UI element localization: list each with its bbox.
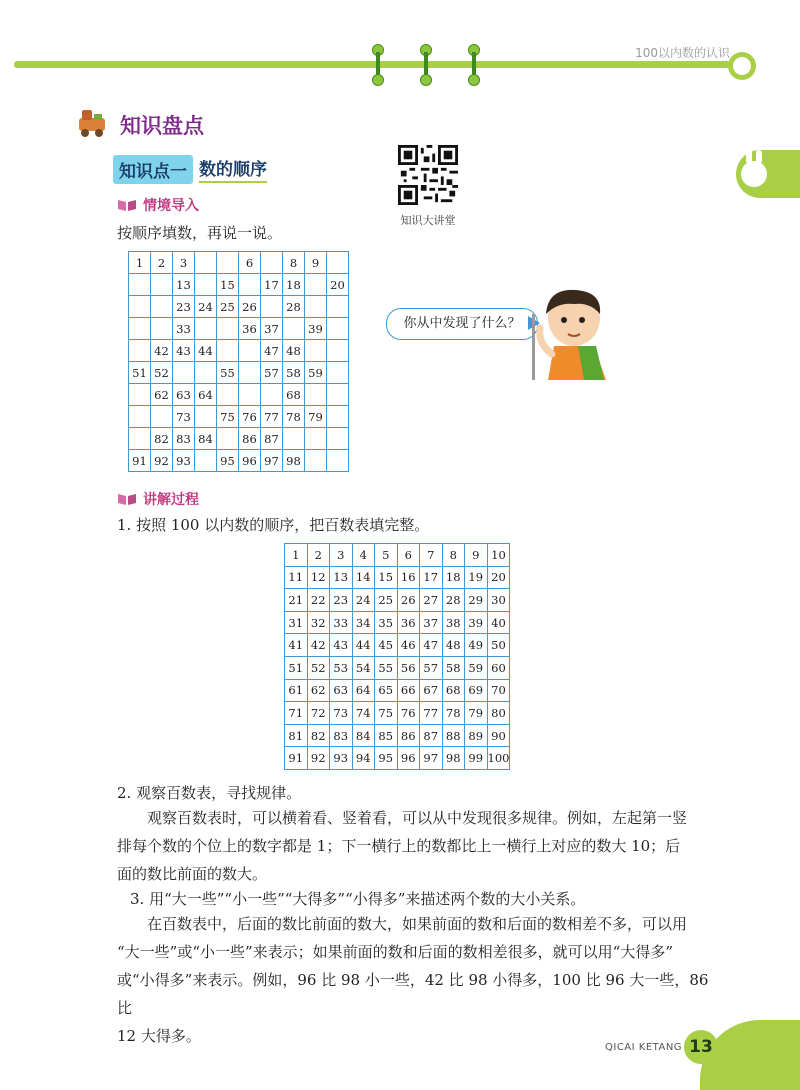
mascot-face-icon — [733, 57, 751, 75]
explanation-item-2: 2. 观察百数表，寻找规律。 — [117, 784, 302, 802]
grid-cell: 44 — [352, 634, 375, 657]
grid-cell: 63 — [330, 679, 353, 702]
grid-cell-blank — [195, 318, 217, 340]
grid-cell: 93 — [330, 747, 353, 770]
grid-cell: 42 — [307, 634, 330, 657]
grid-cell-blank — [129, 428, 151, 450]
grid-row — [129, 362, 349, 384]
grid-cell: 58 — [283, 362, 305, 384]
knowledge-point-heading — [113, 155, 267, 183]
grid-cell: 68 — [283, 384, 305, 406]
grid-cell: 45 — [375, 634, 398, 657]
grid-cell: 78 — [442, 702, 465, 725]
grid-cell: 56 — [397, 656, 420, 679]
grid-cell: 64 — [352, 679, 375, 702]
grid-cell: 63 — [173, 384, 195, 406]
grid-cell: 47 — [261, 340, 283, 362]
grid-cell: 20 — [487, 566, 510, 589]
grid-cell-blank — [305, 428, 327, 450]
grid-cell: 92 — [307, 747, 330, 770]
grid-cell: 51 — [129, 362, 151, 384]
grid-cell: 99 — [465, 747, 488, 770]
grid-cell: 57 — [261, 362, 283, 384]
text-line: 12 大得多。 — [117, 1027, 201, 1045]
grid-cell: 83 — [330, 724, 353, 747]
grid-cell: 87 — [261, 428, 283, 450]
grid-cell-blank — [151, 406, 173, 428]
grid-cell: 71 — [285, 702, 308, 725]
grid-cell-blank — [217, 340, 239, 362]
grid-cell: 72 — [307, 702, 330, 725]
binder-pin-icon — [468, 44, 480, 84]
grid-cell: 85 — [375, 724, 398, 747]
grid-cell: 7 — [420, 544, 443, 567]
knowledge-point-name: 数的顺序 — [199, 155, 267, 183]
grid-cell: 38 — [442, 611, 465, 634]
grid-cell: 93 — [173, 450, 195, 472]
grid-cell-blank — [129, 296, 151, 318]
grid-cell: 14 — [352, 566, 375, 589]
hundred-chart — [284, 543, 510, 770]
grid-cell: 70 — [487, 679, 510, 702]
grid-cell-blank — [305, 384, 327, 406]
grid-cell: 51 — [285, 656, 308, 679]
grid-row — [129, 252, 349, 274]
grid-cell: 23 — [330, 589, 353, 612]
grid-cell: 31 — [285, 611, 308, 634]
grid-cell: 9 — [305, 252, 327, 274]
grid-cell: 3 — [173, 252, 195, 274]
text-line: 在百数表中，后面的数比前面的数大，如果前面的数和后面的数相差不多，可以用 — [147, 915, 688, 933]
grid-cell-blank — [327, 406, 349, 428]
grid-cell-blank — [327, 384, 349, 406]
grid-cell-blank — [129, 340, 151, 362]
grid-cell: 86 — [239, 428, 261, 450]
text-line: 或“小得多”来表示。例如，96 比 98 小一些，42 比 98 小得多，100 比 96 大一些，86 比 — [117, 971, 709, 1017]
grid-cell-blank — [283, 318, 305, 340]
grid-cell: 64 — [195, 384, 217, 406]
grid-cell: 98 — [283, 450, 305, 472]
grid-cell: 28 — [283, 296, 305, 318]
explanation-item-3: 3. 用“大一些”“小一些”“大得多”“小得多”来描述两个数的大小关系。 — [130, 890, 586, 908]
grid-cell: 37 — [261, 318, 283, 340]
book-icon — [117, 492, 137, 506]
grid-cell-blank — [261, 252, 283, 274]
grid-cell: 54 — [352, 656, 375, 679]
grid-cell-blank — [151, 318, 173, 340]
grid-cell: 90 — [487, 724, 510, 747]
grid-cell: 77 — [261, 406, 283, 428]
grid-cell: 61 — [285, 679, 308, 702]
grid-cell: 53 — [330, 656, 353, 679]
grid-cell-blank — [305, 274, 327, 296]
grid-cell: 39 — [305, 318, 327, 340]
grid-cell: 29 — [465, 589, 488, 612]
grid-cell: 36 — [397, 611, 420, 634]
grid-cell-blank — [129, 406, 151, 428]
explanation-paragraph-2 — [117, 804, 727, 888]
grid-cell: 59 — [465, 656, 488, 679]
grid-cell: 5 — [375, 544, 398, 567]
grid-cell: 10 — [487, 544, 510, 567]
grid-cell: 35 — [375, 611, 398, 634]
situation-heading-text: 情境导入 — [143, 198, 199, 214]
explanation-heading-text: 讲解过程 — [143, 492, 199, 508]
grid-row — [285, 747, 510, 770]
grid-cell-blank — [195, 450, 217, 472]
grid-cell: 52 — [151, 362, 173, 384]
explanation-heading — [117, 489, 199, 509]
grid-cell-blank — [261, 384, 283, 406]
grid-cell: 58 — [442, 656, 465, 679]
page-number: 13 — [684, 1030, 718, 1064]
grid-cell-blank — [327, 318, 349, 340]
grid-cell: 76 — [239, 406, 261, 428]
text-line: 面的数比前面的数大。 — [117, 865, 268, 883]
grid-cell: 23 — [173, 296, 195, 318]
grid-cell: 26 — [397, 589, 420, 612]
grid-cell: 22 — [307, 589, 330, 612]
grid-cell: 11 — [285, 566, 308, 589]
grid-cell: 98 — [442, 747, 465, 770]
grid-cell: 21 — [285, 589, 308, 612]
grid-cell: 79 — [465, 702, 488, 725]
explanation-item-1: 1. 按照 100 以内数的顺序，把百数表填完整。 — [117, 516, 430, 534]
explanation-paragraph-3 — [117, 910, 727, 1050]
grid-cell: 88 — [442, 724, 465, 747]
grid-cell: 87 — [420, 724, 443, 747]
grid-cell: 81 — [285, 724, 308, 747]
grid-cell-blank — [195, 274, 217, 296]
grid-row — [129, 450, 349, 472]
grid-cell-blank — [327, 450, 349, 472]
grid-cell-blank — [239, 274, 261, 296]
grid-cell: 92 — [151, 450, 173, 472]
grid-cell-blank — [327, 340, 349, 362]
grid-cell: 84 — [195, 428, 217, 450]
grid-row — [285, 724, 510, 747]
bunny-icon — [741, 161, 767, 187]
grid-cell-blank — [327, 296, 349, 318]
grid-cell: 74 — [352, 702, 375, 725]
grid-cell-blank — [129, 274, 151, 296]
footer-brand: QICAI KETANG — [605, 1042, 683, 1053]
grid-cell-blank — [217, 384, 239, 406]
grid-row — [285, 611, 510, 634]
grid-cell: 6 — [239, 252, 261, 274]
grid-cell: 91 — [129, 450, 151, 472]
grid-cell: 42 — [151, 340, 173, 362]
grid-row — [129, 428, 349, 450]
grid-cell: 25 — [375, 589, 398, 612]
grid-cell-blank — [129, 318, 151, 340]
grid-cell: 9 — [465, 544, 488, 567]
grid-cell: 73 — [173, 406, 195, 428]
grid-cell: 78 — [283, 406, 305, 428]
grid-cell: 55 — [375, 656, 398, 679]
grid-cell: 82 — [307, 724, 330, 747]
grid-cell: 36 — [239, 318, 261, 340]
grid-cell: 15 — [217, 274, 239, 296]
grid-cell: 59 — [305, 362, 327, 384]
grid-row — [285, 679, 510, 702]
grid-row — [129, 318, 349, 340]
grid-cell-blank — [217, 252, 239, 274]
grid-cell: 15 — [375, 566, 398, 589]
grid-cell: 43 — [173, 340, 195, 362]
grid-cell: 3 — [330, 544, 353, 567]
grid-cell: 33 — [173, 318, 195, 340]
grid-cell: 25 — [217, 296, 239, 318]
grid-cell: 1 — [285, 544, 308, 567]
grid-cell: 52 — [307, 656, 330, 679]
grid-row — [285, 589, 510, 612]
grid-cell: 96 — [239, 450, 261, 472]
train-icon — [76, 106, 112, 138]
grid-cell: 13 — [330, 566, 353, 589]
boy-illustration — [524, 284, 616, 380]
grid-cell: 18 — [283, 274, 305, 296]
grid-cell: 76 — [397, 702, 420, 725]
situation-instruction: 按顺序填数，再说一说。 — [117, 224, 283, 242]
grid-cell: 48 — [442, 634, 465, 657]
grid-cell: 100 — [487, 747, 510, 770]
grid-cell-blank — [261, 296, 283, 318]
grid-cell-blank — [327, 252, 349, 274]
grid-row — [129, 274, 349, 296]
grid-cell: 62 — [151, 384, 173, 406]
grid-cell: 73 — [330, 702, 353, 725]
grid-cell: 8 — [442, 544, 465, 567]
grid-cell: 41 — [285, 634, 308, 657]
grid-cell: 1 — [129, 252, 151, 274]
knowledge-point-label: 知识点一 — [113, 155, 193, 184]
grid-cell: 55 — [217, 362, 239, 384]
grid-cell: 67 — [420, 679, 443, 702]
grid-cell: 66 — [397, 679, 420, 702]
grid-cell: 17 — [261, 274, 283, 296]
grid-cell: 40 — [487, 611, 510, 634]
grid-cell: 37 — [420, 611, 443, 634]
grid-cell-blank — [305, 296, 327, 318]
grid-cell-blank — [239, 362, 261, 384]
grid-row — [129, 340, 349, 362]
grid-cell-blank — [129, 384, 151, 406]
grid-cell-blank — [195, 406, 217, 428]
section-title: 知识盘点 — [120, 114, 204, 138]
grid-cell-blank — [217, 318, 239, 340]
grid-cell-blank — [305, 450, 327, 472]
grid-cell-blank — [151, 296, 173, 318]
chapter-title: 100以内数的认识 — [635, 46, 730, 60]
fill-in-number-grid — [128, 251, 349, 472]
grid-cell: 17 — [420, 566, 443, 589]
book-icon — [117, 198, 137, 212]
grid-row — [285, 544, 510, 567]
grid-cell: 26 — [239, 296, 261, 318]
grid-cell-blank — [283, 428, 305, 450]
grid-row — [285, 566, 510, 589]
grid-cell: 28 — [442, 589, 465, 612]
grid-cell: 91 — [285, 747, 308, 770]
grid-row — [129, 406, 349, 428]
grid-cell: 69 — [465, 679, 488, 702]
grid-cell-blank — [239, 384, 261, 406]
grid-cell-blank — [239, 340, 261, 362]
grid-cell: 95 — [375, 747, 398, 770]
grid-cell: 75 — [375, 702, 398, 725]
binder-pin-icon — [372, 44, 384, 84]
grid-cell: 50 — [487, 634, 510, 657]
grid-cell: 43 — [330, 634, 353, 657]
grid-cell: 4 — [352, 544, 375, 567]
grid-cell: 33 — [330, 611, 353, 634]
grid-cell: 18 — [442, 566, 465, 589]
grid-cell: 8 — [283, 252, 305, 274]
grid-cell: 16 — [397, 566, 420, 589]
grid-cell-blank — [173, 362, 195, 384]
grid-cell: 83 — [173, 428, 195, 450]
grid-cell: 48 — [283, 340, 305, 362]
grid-cell: 49 — [465, 634, 488, 657]
binder-pin-icon — [420, 44, 432, 84]
grid-cell: 60 — [487, 656, 510, 679]
grid-cell: 13 — [173, 274, 195, 296]
qr-caption: 知识大讲堂 — [400, 214, 456, 227]
grid-cell: 24 — [352, 589, 375, 612]
grid-cell: 2 — [151, 252, 173, 274]
grid-cell: 68 — [442, 679, 465, 702]
grid-cell: 57 — [420, 656, 443, 679]
grid-cell: 12 — [307, 566, 330, 589]
grid-cell: 30 — [487, 589, 510, 612]
grid-cell: 46 — [397, 634, 420, 657]
grid-cell: 2 — [307, 544, 330, 567]
grid-row — [129, 296, 349, 318]
grid-cell-blank — [305, 340, 327, 362]
grid-cell-blank — [151, 274, 173, 296]
grid-cell: 75 — [217, 406, 239, 428]
grid-cell: 79 — [305, 406, 327, 428]
text-line: 排每个数的个位上的数字都是 1；下一横行上的数都比上一横行上对应的数大 10；后 — [117, 837, 681, 855]
grid-cell-blank — [217, 428, 239, 450]
grid-cell: 6 — [397, 544, 420, 567]
grid-cell: 80 — [487, 702, 510, 725]
grid-cell: 39 — [465, 611, 488, 634]
grid-cell: 24 — [195, 296, 217, 318]
grid-cell: 62 — [307, 679, 330, 702]
grid-row — [285, 656, 510, 679]
grid-cell: 89 — [465, 724, 488, 747]
text-line: “大一些”或“小一些”来表示；如果前面的数和后面的数相差很多，就可以用“大得多” — [117, 943, 674, 961]
grid-cell-blank — [327, 362, 349, 384]
grid-cell: 19 — [465, 566, 488, 589]
grid-cell: 97 — [420, 747, 443, 770]
grid-cell: 95 — [217, 450, 239, 472]
grid-cell: 94 — [352, 747, 375, 770]
grid-cell: 27 — [420, 589, 443, 612]
text-line: 观察百数表时，可以横着看、竖着看，可以从中发现很多规律。例如，左起第一竖 — [147, 809, 688, 827]
grid-cell-blank — [195, 252, 217, 274]
grid-row — [285, 702, 510, 725]
grid-cell: 77 — [420, 702, 443, 725]
grid-cell: 82 — [151, 428, 173, 450]
grid-cell: 86 — [397, 724, 420, 747]
speech-bubble: 你从中发现了什么？ — [386, 308, 538, 340]
grid-cell: 84 — [352, 724, 375, 747]
grid-cell: 47 — [420, 634, 443, 657]
grid-cell: 96 — [397, 747, 420, 770]
grid-cell: 65 — [375, 679, 398, 702]
grid-cell: 97 — [261, 450, 283, 472]
grid-cell-blank — [327, 428, 349, 450]
grid-cell: 44 — [195, 340, 217, 362]
qr-code[interactable] — [398, 145, 458, 205]
grid-cell: 32 — [307, 611, 330, 634]
grid-cell-blank — [195, 362, 217, 384]
grid-row — [129, 384, 349, 406]
grid-cell: 34 — [352, 611, 375, 634]
situation-heading — [117, 195, 199, 215]
grid-row — [285, 634, 510, 657]
grid-cell: 20 — [327, 274, 349, 296]
